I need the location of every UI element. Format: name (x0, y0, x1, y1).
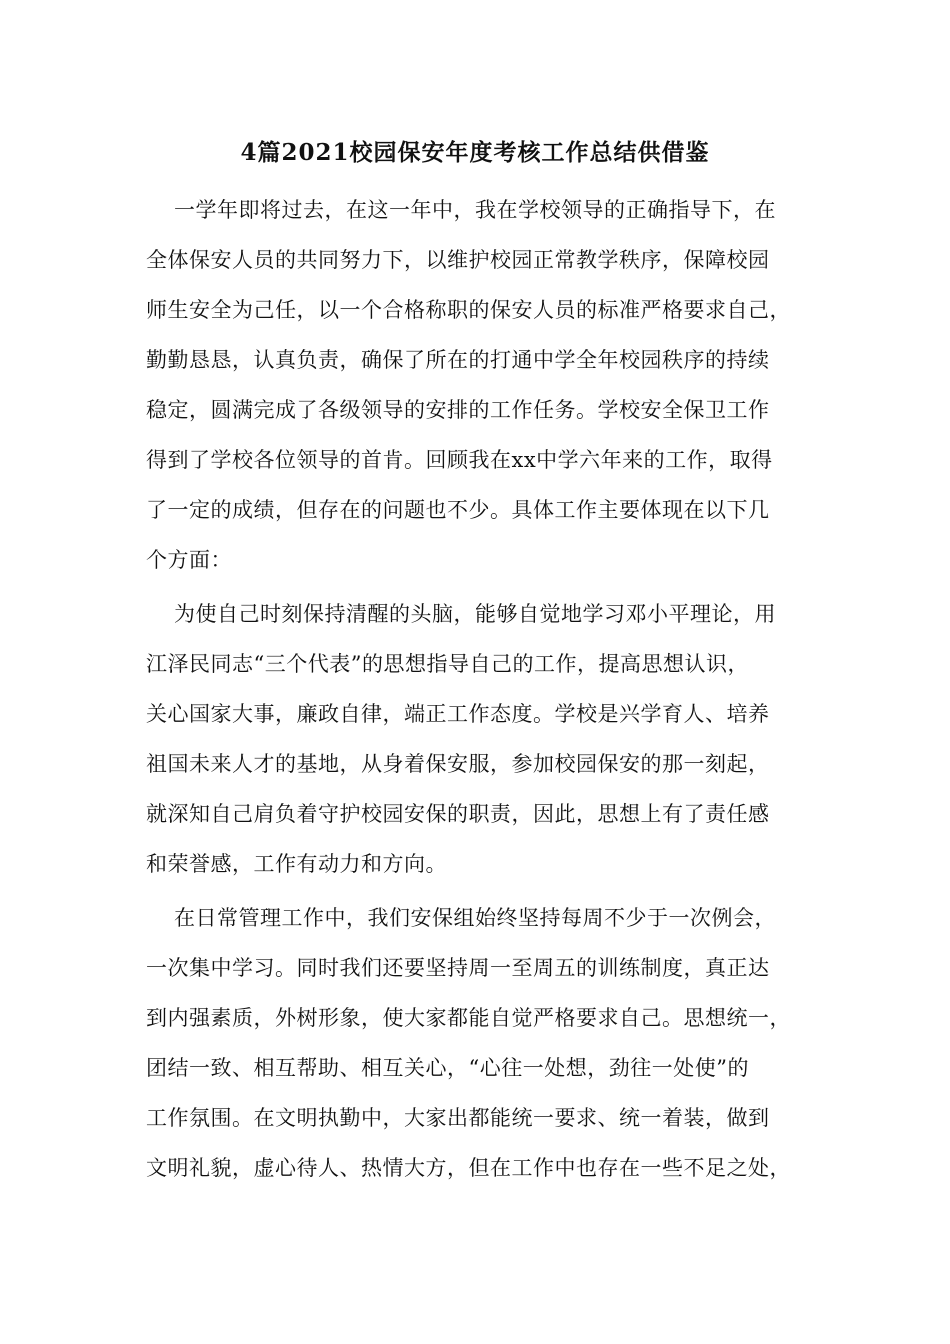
paragraph-line: 一学年即将过去，在这一年中，我在学校领导的正确指导下，在 (174, 198, 776, 222)
paragraph-line: 为使自己时刻保持清醒的头脑，能够自觉地学习邓小平理论，用 (174, 602, 776, 626)
paragraph-line: 团结一致、相互帮助、相互关心，“心往一处想，劲往一处使”的 (146, 1056, 749, 1080)
paragraph-1 (146, 185, 826, 585)
paragraph-line: 就深知自己肩负着守护校园安保的职责，因此，思想上有了责任感 (146, 802, 770, 826)
paragraph-line: 师生安全为己任，以一个合格称职的保安人员的标准严格要求自己， (146, 298, 791, 322)
paragraph-line: 了一定的成绩，但存在的问题也不少。具体工作主要体现在以下几 (146, 498, 770, 522)
paragraph-line: 和荣誉感，工作有动力和方向。 (146, 852, 447, 876)
paragraph-line: 关心国家大事，廉政自律，端正工作态度。学校是兴学育人、培养 (146, 702, 770, 726)
paragraph-line: 在日常管理工作中，我们安保组始终坚持每周不少于一次例会， (174, 906, 776, 930)
paragraph-line: 祖国未来人才的基地，从身着保安服，参加校园保安的那一刻起， (146, 752, 770, 776)
paragraph-line: 得到了学校各位领导的首肯。回顾我在xx中学六年来的工作，取得 (146, 448, 773, 472)
paragraph-line: 江泽民同志“三个代表”的思想指导自己的工作，提高思想认识， (146, 652, 749, 676)
paragraph-line: 个方面： (146, 548, 232, 572)
paragraph-line: 一次集中学习。同时我们还要坚持周一至周五的训练制度，真正达 (146, 956, 770, 980)
paragraph-3 (146, 893, 826, 1193)
paragraph-line: 到内强素质，外树形象，使大家都能自觉严格要求自己。思想统一， (146, 1006, 791, 1030)
paragraph-line: 稳定，圆满完成了各级领导的安排的工作任务。学校安全保卫工作 (146, 398, 770, 422)
paragraph-line: 文明礼貌，虚心待人、热情大方，但在工作中也存在一些不足之处， (146, 1156, 791, 1180)
paragraph-line: 工作氛围。在文明执勤中，大家出都能统一要求、统一着装，做到 (146, 1106, 770, 1130)
paragraph-line: 全体保安人员的共同努力下，以维护校园正常教学秩序，保障校园 (146, 248, 770, 272)
paragraph-line: 勤勤恳恳，认真负责，确保了所在的打通中学全年校园秩序的持续 (146, 348, 770, 372)
document-title: 4篇2021校园保安年度考核工作总结供借鉴 (240, 139, 710, 166)
paragraph-2 (146, 589, 826, 889)
